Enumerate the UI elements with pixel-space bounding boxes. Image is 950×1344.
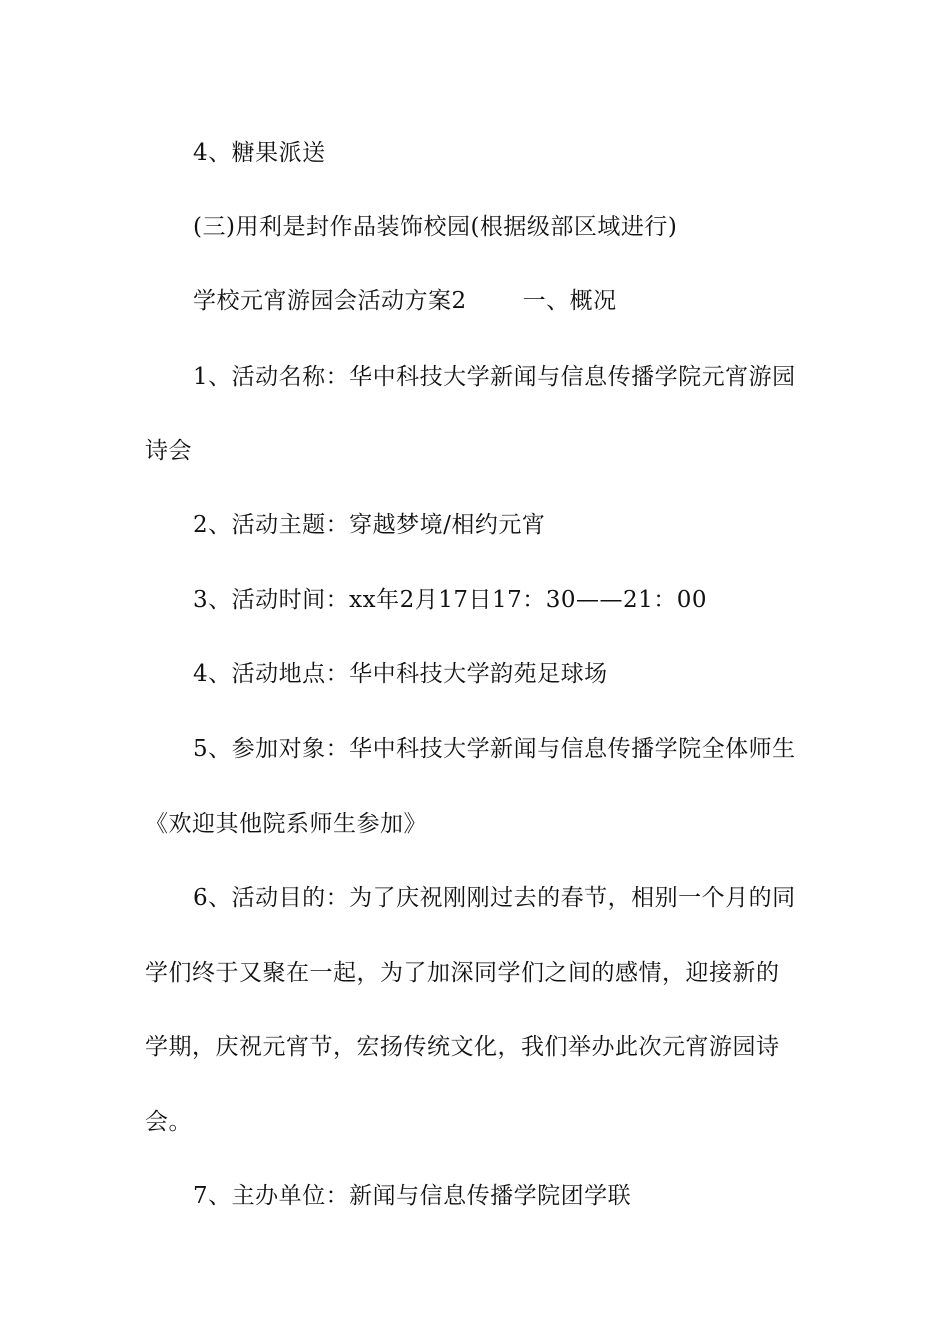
text-line: 诗会 bbox=[145, 438, 192, 464]
section-heading-line bbox=[193, 286, 617, 316]
section-heading: 一、概况 bbox=[522, 288, 617, 314]
text-line: 3、活动时间：xx年2月17日17：30——21：00 bbox=[193, 587, 708, 613]
text-line: 4、糖果派送 bbox=[193, 140, 326, 166]
text-line: 1、活动名称：华中科技大学新闻与信息传播学院元宵游园 bbox=[193, 364, 796, 390]
text-line: 《欢迎其他院系师生参加》 bbox=[145, 811, 427, 837]
text-line: 6、活动目的：为了庆祝刚刚过去的春节，相别一个月的同 bbox=[193, 885, 796, 911]
text-line: 2、活动主题：穿越梦境/相约元宵 bbox=[193, 512, 546, 538]
text-line: 5、参加对象：华中科技大学新闻与信息传播学院全体师生 bbox=[193, 736, 796, 762]
text-line: 7、主办单位：新闻与信息传播学院团学联 bbox=[193, 1183, 632, 1209]
text-line: 会。 bbox=[145, 1109, 192, 1135]
text-line: (三)用利是封作品装饰校园(根据级部区域进行) bbox=[193, 214, 678, 240]
text-line: 学们终于又聚在一起，为了加深同学们之间的感情，迎接新的 bbox=[145, 960, 780, 986]
text-line: 学期，庆祝元宵节，宏扬传统文化，我们举办此次元宵游园诗 bbox=[145, 1034, 780, 1060]
plan-title: 学校元宵游园会活动方案2 bbox=[193, 288, 467, 314]
text-line: 4、活动地点：华中科技大学韵苑足球场 bbox=[193, 661, 608, 687]
